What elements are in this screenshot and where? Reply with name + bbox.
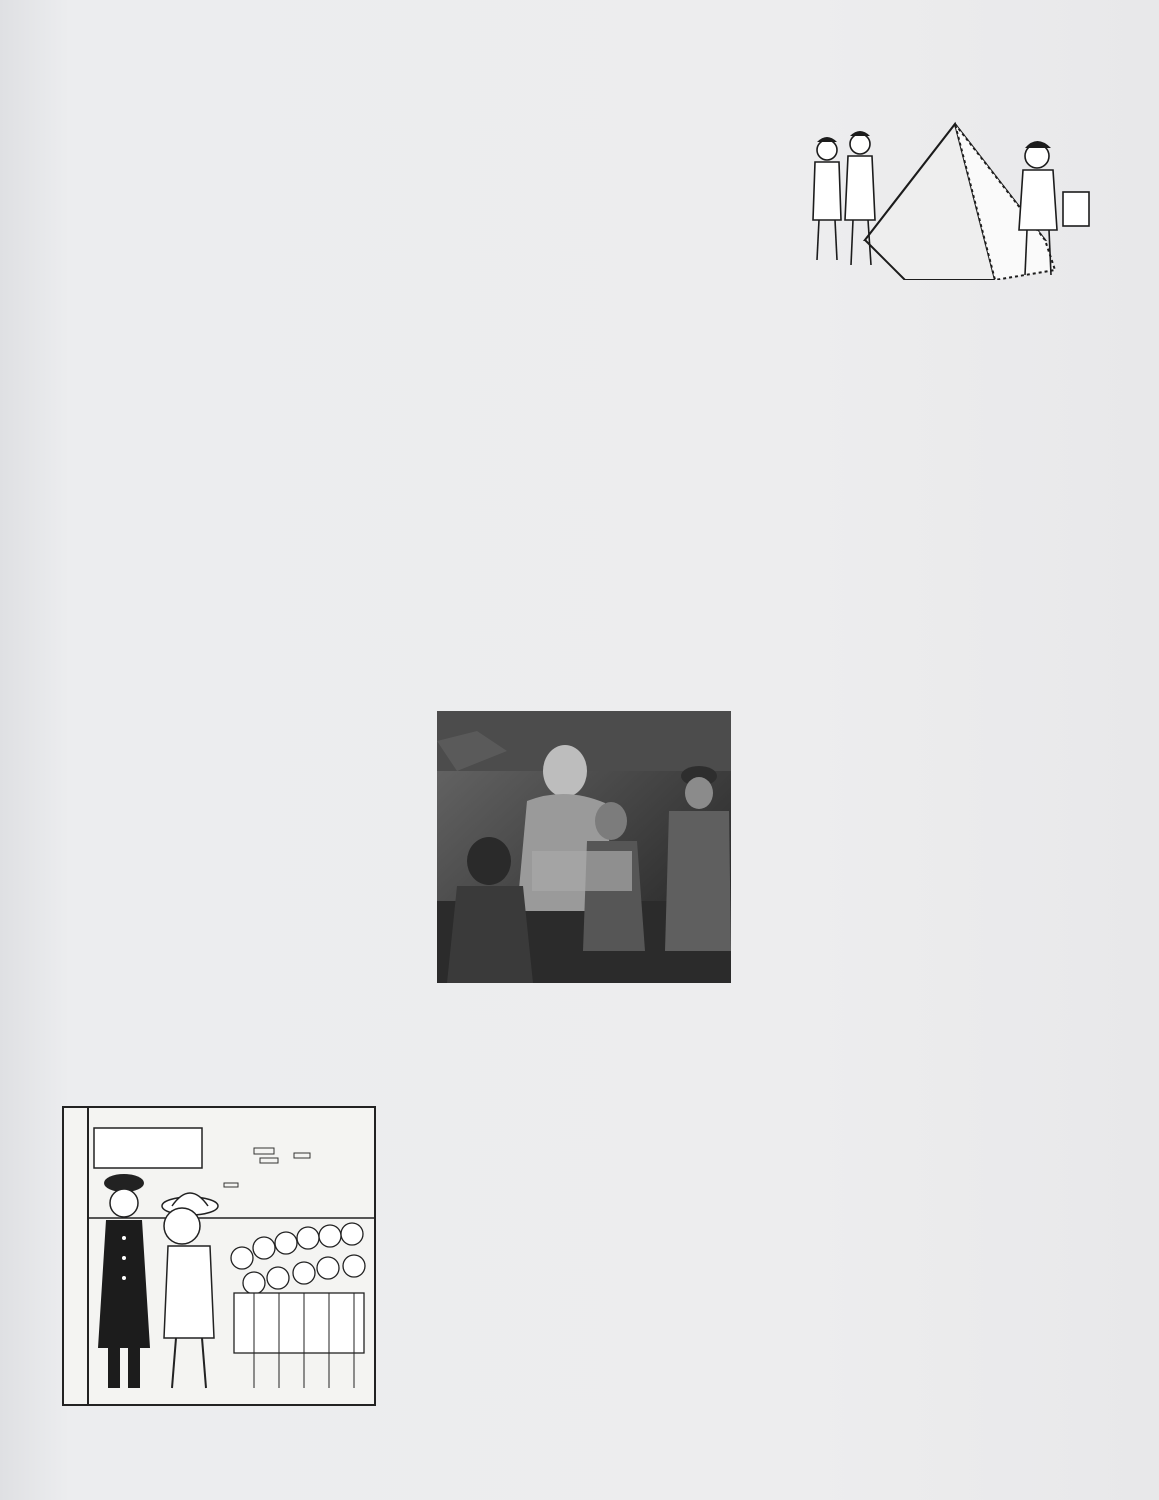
tentage-ad-illustration — [805, 120, 1105, 280]
membership-table — [55, 745, 385, 1095]
trading-post-photo — [437, 711, 731, 983]
exhibit-hall-cartoon — [62, 1106, 376, 1406]
trading-post-photo-art — [437, 711, 731, 983]
cartoon-illustration — [64, 1108, 374, 1404]
trading-post-block — [788, 574, 1113, 634]
